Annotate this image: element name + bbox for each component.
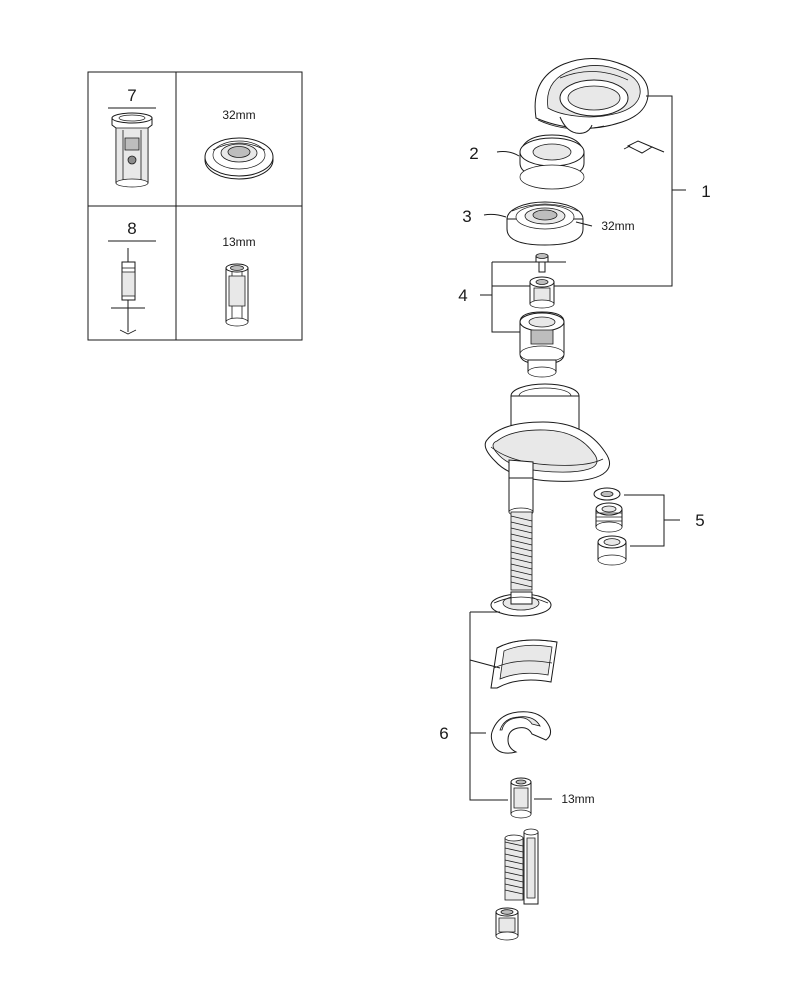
legend-part-long-rod-tool — [111, 248, 145, 334]
part-mounting-bracket-upper — [491, 640, 557, 688]
legend-dimension-13mm: 13mm — [222, 235, 256, 249]
part-aerator-washer — [594, 488, 620, 500]
part-bolt-13mm — [511, 778, 595, 818]
legend-box — [88, 72, 302, 340]
part-faucet-body — [485, 384, 609, 590]
legend-number-8: 8 — [127, 219, 137, 238]
part-threaded-shaft-upper — [511, 512, 532, 590]
part-threaded-shaft-lower — [505, 835, 523, 900]
socket-wrench-13mm-icon — [226, 264, 248, 326]
part-cap-nut — [507, 202, 583, 245]
legend-row-7 — [108, 86, 156, 187]
callout-6-leader — [439, 612, 508, 800]
part-cartridge — [520, 312, 564, 377]
callout-4-label: 4 — [458, 286, 468, 305]
part-handle-lever — [535, 58, 648, 133]
callout-2-leader — [469, 144, 519, 163]
part-mounting-bracket-lower — [491, 712, 550, 753]
legend-tool-32mm — [205, 108, 273, 179]
legend-part-cartridge-sleeve — [112, 113, 152, 187]
dimension-label-32mm: 32mm — [601, 219, 635, 233]
part-grub-screw — [624, 141, 664, 153]
part-hose-nut — [496, 908, 518, 940]
legend-row-8 — [108, 219, 156, 334]
part-flexible-hoses — [496, 829, 538, 940]
callout-1-label: 1 — [701, 182, 711, 201]
part-hose-connector — [524, 829, 538, 904]
callout-6-label: 6 — [439, 724, 449, 743]
callout-2-label: 2 — [469, 144, 479, 163]
socket-wrench-32mm-icon — [205, 138, 273, 179]
part-aerator-housing — [598, 536, 626, 565]
part-handle-cap — [520, 135, 584, 189]
legend-number-7: 7 — [127, 86, 137, 105]
part-cartridge-cap — [530, 277, 554, 308]
callout-5-label: 5 — [695, 511, 705, 530]
callout-3-label: 3 — [462, 207, 472, 226]
legend-dimension-32mm: 32mm — [222, 108, 256, 122]
part-aerator-insert — [596, 503, 622, 532]
dimension-label-13mm: 13mm — [561, 792, 595, 806]
legend-tool-13mm — [222, 235, 255, 326]
callout-5-leader — [624, 495, 705, 546]
part-cartridge-screw — [536, 254, 548, 273]
